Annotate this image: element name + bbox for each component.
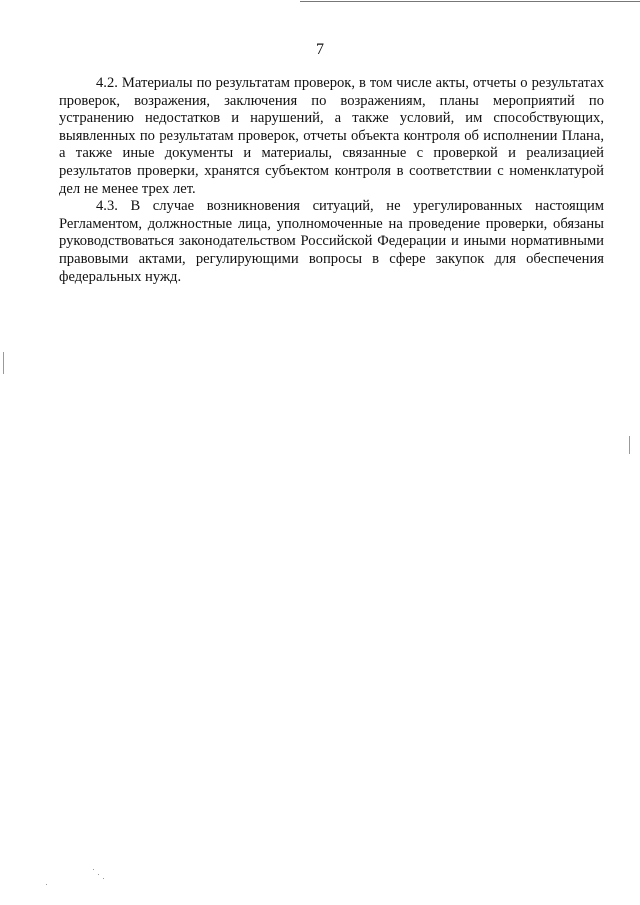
paragraph-4-2: 4.2. Материалы по результатам проверок, в том числе акты, отчеты о результатах проверок, возражения, заключения по возражениям, планы мероприятий по устранению недостатков и нарушений, а также условий, им способствующих, выявленных по результатам проверок, отчеты объекта контроля об исполнении Плана, а также иные документы и материалы, связанные с проверкой и реализацией результатов проверки, хранятся субъектом контроля в соответствии с номенклатурой дел не менее трех лет.	[59, 75, 604, 197]
document-body	[59, 75, 604, 286]
page-number: 7	[316, 41, 324, 58]
paragraph-4-3: 4.3. В случае возникновения ситуаций, не урегулированных настоящим Регламентом, должностные лица, уполномоченные на проведение проверки, обязаны руководствоваться законодательством Российской Федерации и иными нормативными правовыми актами, регулирующими вопросы в сфере закупок для обеспечения федеральных нужд.	[59, 198, 604, 285]
scan-speck	[93, 869, 94, 870]
scan-speck	[46, 884, 47, 885]
scan-top-rule	[300, 1, 640, 2]
scan-speck	[103, 878, 104, 879]
scan-speck	[98, 874, 99, 875]
scan-edge-mark-right	[629, 436, 630, 454]
scan-edge-mark-left	[3, 352, 4, 374]
